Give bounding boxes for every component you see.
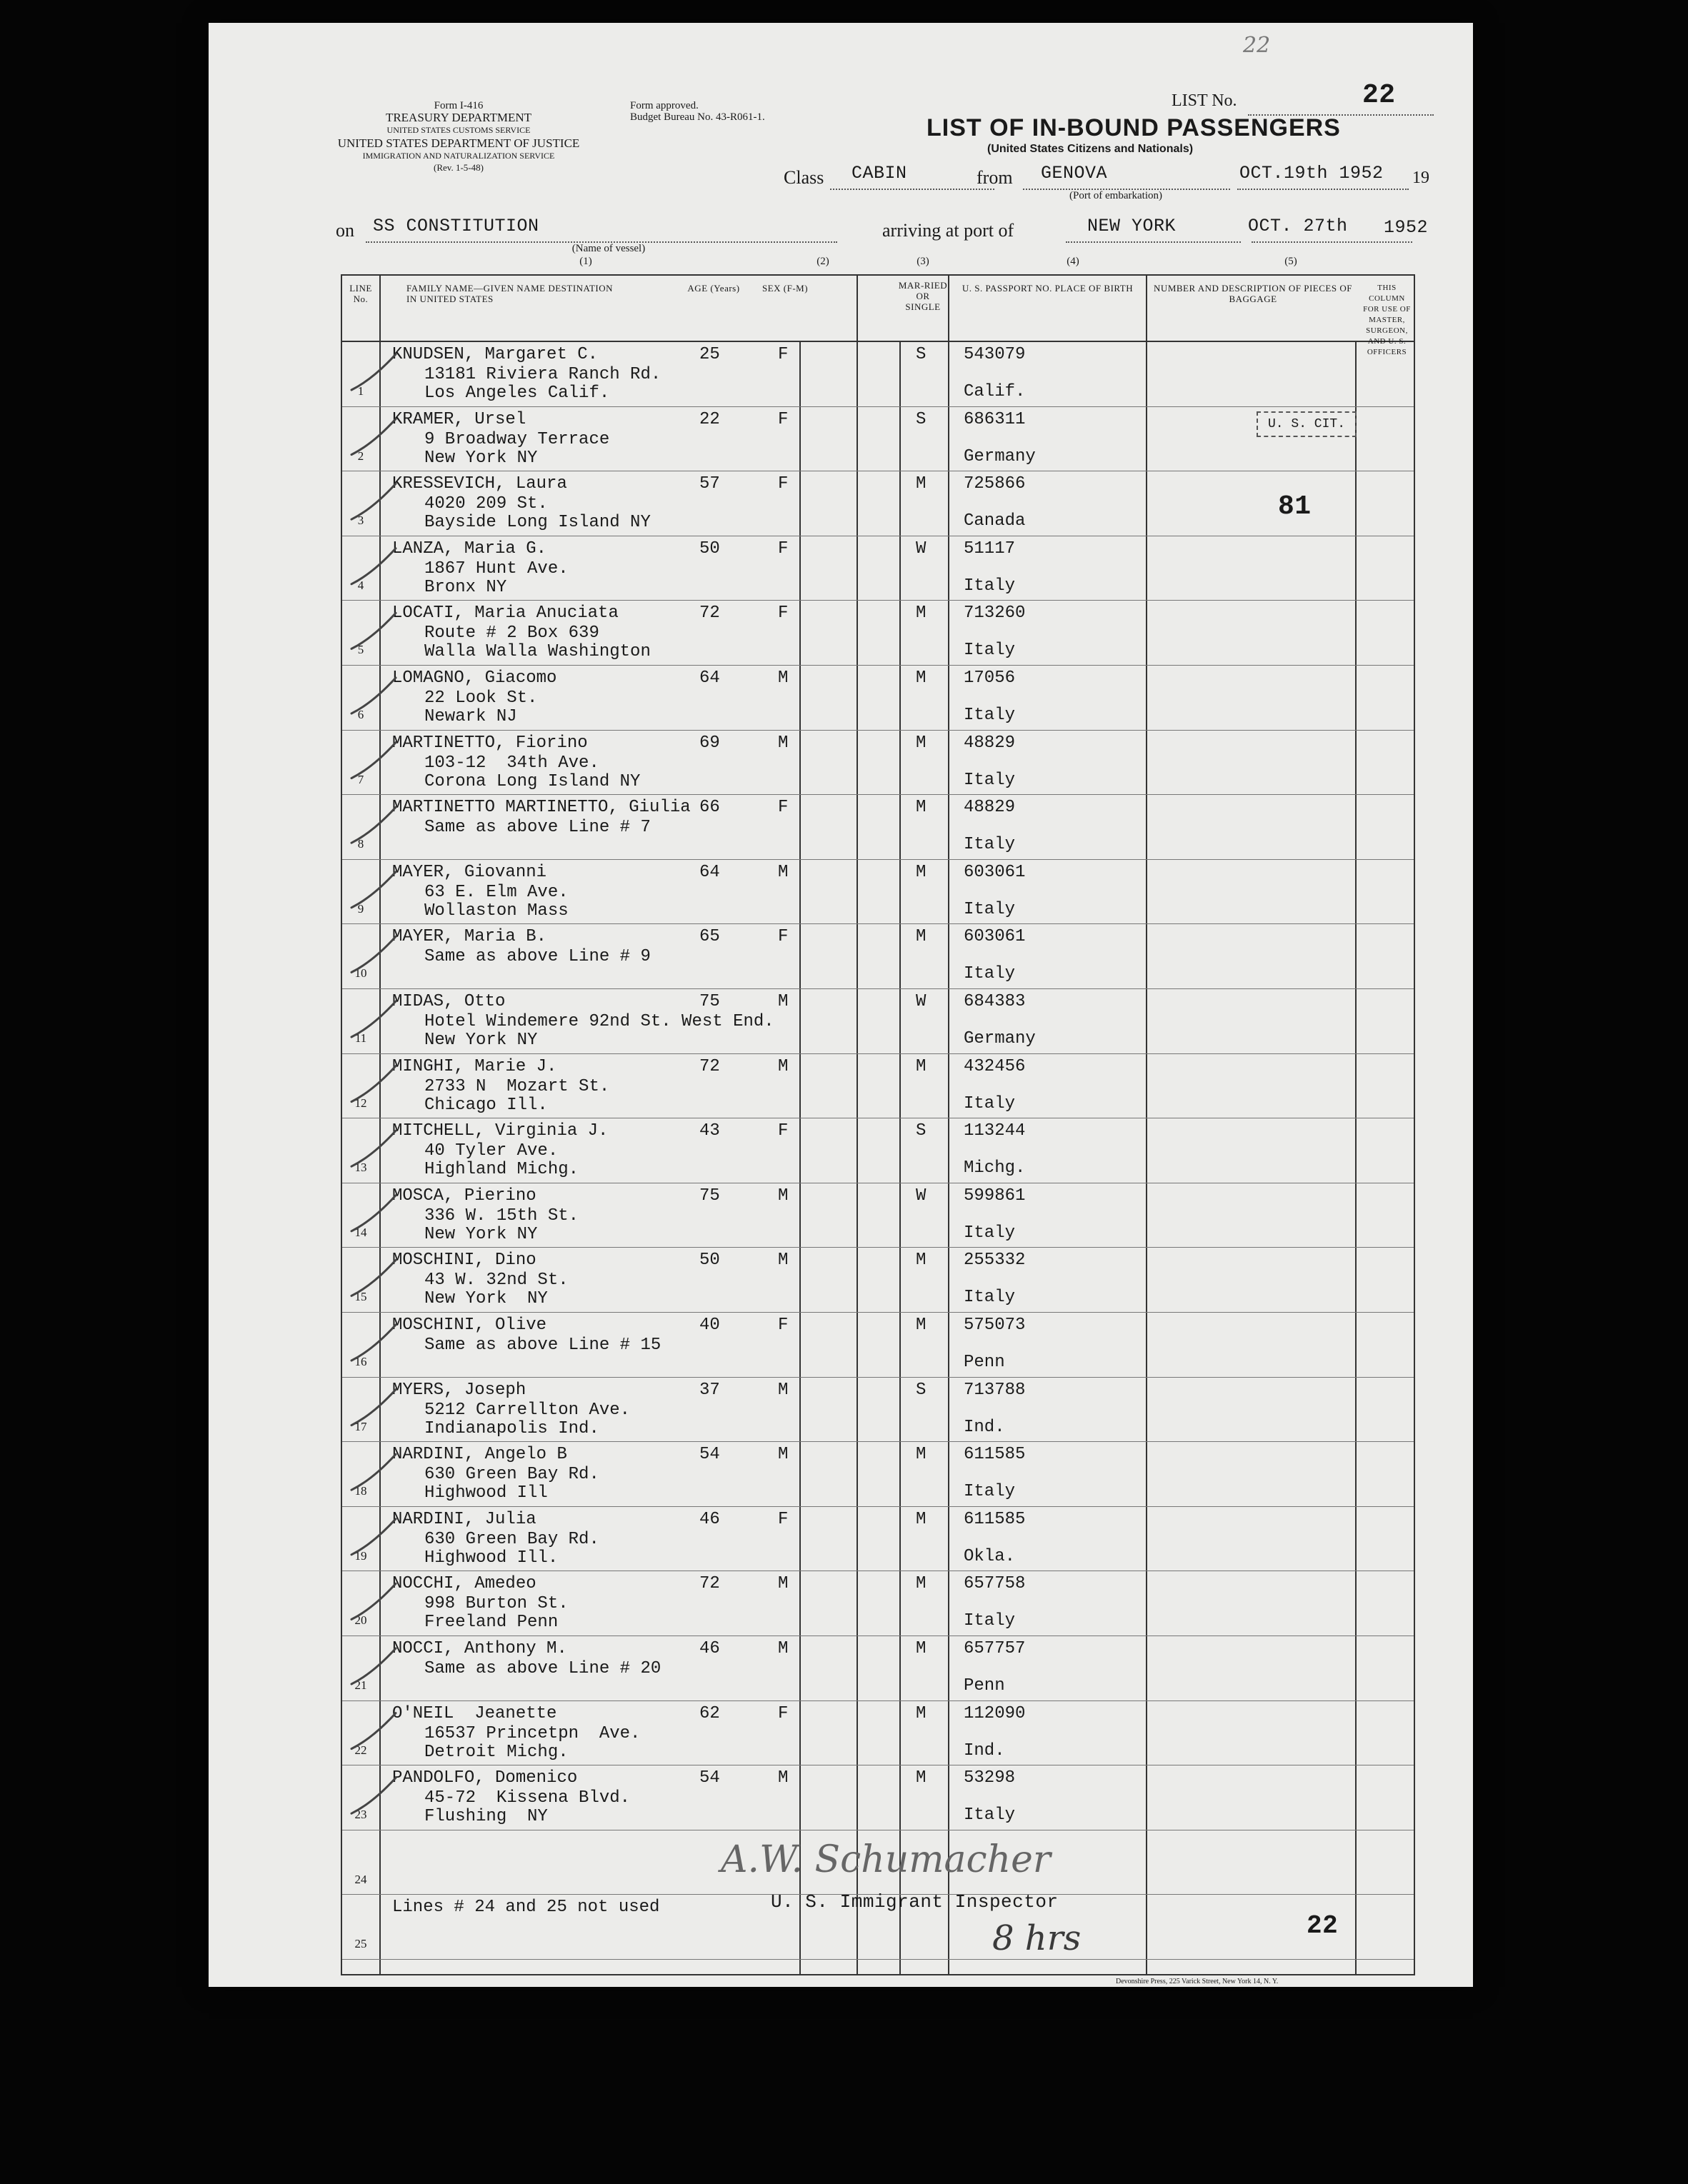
- address-line-2: New York NY: [424, 1031, 538, 1050]
- address-line-2: Newark NJ: [424, 707, 517, 726]
- place-of-birth: Italy: [964, 576, 1016, 596]
- count-annotation: 81: [1278, 491, 1312, 522]
- sex: M: [778, 1445, 789, 1465]
- age: 72: [699, 1056, 720, 1076]
- marital-status: M: [916, 862, 927, 882]
- line-number: 24: [354, 1872, 367, 1886]
- line-number: 6: [357, 708, 364, 721]
- passport-number: 684383: [964, 992, 1026, 1011]
- passenger-name: PANDOLFO, Domenico: [392, 1768, 578, 1788]
- age: 37: [699, 1380, 720, 1400]
- address-line-1: 1867 Hunt Ave.: [424, 558, 569, 578]
- header-name: FAMILY NAME—GIVEN NAME DESTINATION IN UNITED STATES: [406, 283, 614, 304]
- col-number-2: (2): [816, 256, 829, 267]
- address-line-1: 16537 Princetpn Ave.: [424, 1723, 641, 1743]
- marital-status: M: [916, 1056, 927, 1076]
- place-of-birth: Ind.: [964, 1417, 1005, 1437]
- from-value: GENOVA: [1041, 163, 1108, 184]
- passport-number: 657758: [964, 1574, 1026, 1594]
- passport-number: 255332: [964, 1251, 1026, 1271]
- from-label: from: [977, 167, 1013, 188]
- marital-status: M: [916, 927, 927, 947]
- check-mark: [351, 354, 396, 390]
- col-number-4: (4): [1067, 256, 1079, 267]
- marital-status: M: [916, 1639, 927, 1658]
- marital-status: M: [916, 733, 927, 753]
- customs-service: UNITED STATES CUSTOMS SERVICE: [386, 125, 531, 135]
- printer-credit: Devonshire Press, 225 Varick Street, New York 14, N. Y.: [1116, 1978, 1279, 1985]
- vessel-note: (Name of vessel): [571, 243, 646, 254]
- passport-number: 112090: [964, 1703, 1026, 1723]
- address-line-1: 5212 Carrellton Ave.: [424, 1400, 631, 1420]
- passport-number: 432456: [964, 1056, 1026, 1076]
- line-number: 14: [354, 1225, 367, 1239]
- passenger-name: KNUDSEN, Margaret C.: [392, 345, 599, 364]
- passport-number: 657757: [964, 1639, 1026, 1658]
- age: 50: [699, 1251, 720, 1271]
- inspector-signature: A.W. Schumacher: [721, 1838, 1051, 1881]
- check-mark: [351, 1648, 396, 1684]
- sex: F: [778, 539, 789, 558]
- marital-status: M: [916, 1316, 927, 1335]
- marital-status: S: [916, 345, 927, 364]
- age: 75: [699, 992, 720, 1011]
- address-line-1: 9 Broadway Terrace: [424, 429, 610, 449]
- line-number: 22: [354, 1743, 367, 1757]
- hours-note: 8 hrs: [992, 1918, 1082, 1958]
- marital-status: M: [916, 603, 927, 623]
- check-mark: [351, 548, 396, 584]
- place-of-birth: Italy: [964, 770, 1016, 790]
- address-line-1: 63 E. Elm Ave.: [424, 882, 569, 902]
- budget-bureau: Budget Bureau No. 43-R061-1.: [630, 111, 765, 123]
- sex: M: [778, 1056, 789, 1076]
- age: 46: [699, 1639, 720, 1658]
- marital-status: M: [916, 1251, 927, 1271]
- passenger-name: LANZA, Maria G.: [392, 539, 547, 558]
- address-line-2: Corona Long Island NY: [424, 771, 641, 791]
- address-line-2: Indianapolis Ind.: [424, 1418, 599, 1438]
- margin-checkmarks: [209, 23, 509, 1987]
- address-line-1: 630 Green Bay Rd.: [424, 1465, 599, 1485]
- sex: F: [778, 1703, 789, 1723]
- header-baggage: NUMBER AND DESCRIPTION OF PIECES OF BAGGAGE: [1154, 283, 1352, 304]
- on-label: on: [336, 220, 354, 241]
- address-line-2: Walla Walla Washington: [424, 642, 651, 662]
- address-line-1: 103-12 34th Ave.: [424, 753, 599, 773]
- arrival-date: OCT. 27th: [1248, 216, 1348, 236]
- address-line-2: New York NY: [424, 1289, 548, 1309]
- place-of-birth: Michg.: [964, 1158, 1026, 1178]
- check-mark: [351, 678, 396, 713]
- sex: M: [778, 1186, 789, 1206]
- line-number: 5: [357, 643, 364, 657]
- line-number: 2: [357, 449, 364, 463]
- sex: F: [778, 409, 789, 429]
- age: 40: [699, 1316, 720, 1335]
- age: 43: [699, 1121, 720, 1141]
- marital-status: S: [916, 409, 927, 429]
- line-number: 11: [354, 1031, 367, 1045]
- passenger-name: MOSCA, Pierino: [392, 1186, 536, 1206]
- passport-number: 603061: [964, 862, 1026, 882]
- address-line-1: 336 W. 15th St.: [424, 1206, 579, 1226]
- ins-service: IMMIGRATION AND NATURALIZATION SERVICE: [362, 151, 555, 161]
- sex: F: [778, 474, 789, 494]
- address-line-1: 998 Burton St.: [424, 1594, 569, 1614]
- marital-status: M: [916, 474, 927, 494]
- check-mark: [351, 1713, 396, 1749]
- sex: M: [778, 733, 789, 753]
- departure-suffix: 19: [1412, 169, 1429, 187]
- address-line-2: Flushing NY: [424, 1807, 548, 1827]
- marital-status: M: [916, 1703, 927, 1723]
- line-number: 10: [354, 966, 367, 981]
- check-mark: [351, 807, 396, 843]
- age: 64: [699, 862, 720, 882]
- marital-status: M: [916, 1509, 927, 1529]
- address-line-2: Highwood Ill: [424, 1483, 548, 1503]
- marital-status: S: [916, 1380, 927, 1400]
- check-mark: [351, 743, 396, 778]
- passenger-name: MARTINETTO MARTINETTO, Giulia: [392, 798, 691, 818]
- age: 54: [699, 1445, 720, 1465]
- age: 72: [699, 603, 720, 623]
- passenger-name: MINGHI, Marie J.: [392, 1056, 557, 1076]
- departure-date: OCT.19th 1952: [1239, 163, 1384, 184]
- sex: M: [778, 668, 789, 688]
- passenger-name: MAYER, Maria B.: [392, 927, 547, 947]
- place-of-birth: Ind.: [964, 1740, 1005, 1760]
- passenger-name: Lines # 24 and 25 not used: [392, 1898, 660, 1918]
- place-of-birth: Italy: [964, 1482, 1016, 1502]
- line-number: 12: [354, 1096, 367, 1110]
- passenger-name: LOMAGNO, Giacomo: [392, 668, 557, 688]
- header-line-no: LINE No.: [349, 283, 372, 304]
- passport-number: 725866: [964, 474, 1026, 494]
- passport-number: 611585: [964, 1445, 1026, 1465]
- check-mark: [351, 1325, 396, 1361]
- check-mark: [351, 1454, 396, 1490]
- place-of-birth: Penn: [964, 1676, 1005, 1695]
- passenger-name: MITCHELL, Virginia J.: [392, 1121, 609, 1141]
- col-number-5: (5): [1284, 256, 1297, 267]
- line-number: 19: [354, 1548, 367, 1563]
- passport-number: 575073: [964, 1316, 1026, 1335]
- place-of-birth: Italy: [964, 1223, 1016, 1243]
- col-number-3: (3): [917, 256, 929, 267]
- line-number: 21: [354, 1678, 367, 1692]
- age: 66: [699, 798, 720, 818]
- passenger-name: MIDAS, Otto: [392, 992, 506, 1011]
- place-of-birth: Italy: [964, 706, 1016, 725]
- line-number: 1: [357, 384, 364, 398]
- place-of-birth: Italy: [964, 1093, 1016, 1113]
- list-no-label: LIST No.: [1172, 91, 1237, 110]
- us-citizen-stamp: U. S. CIT.: [1257, 411, 1357, 437]
- address-line-1: 4020 209 St.: [424, 494, 548, 514]
- address-line-2: New York NY: [424, 448, 538, 468]
- address-line-1: 22 Look St.: [424, 688, 538, 708]
- place-of-birth: Italy: [964, 641, 1016, 661]
- top-handwritten-note: 22: [1243, 33, 1271, 58]
- check-mark: [351, 613, 396, 648]
- marital-status: W: [916, 992, 927, 1011]
- line-number: 18: [354, 1484, 367, 1498]
- age: 69: [699, 733, 720, 753]
- address-line-1: 45-72 Kissena Blvd.: [424, 1788, 631, 1808]
- passenger-name: KRESSEVICH, Laura: [392, 474, 567, 494]
- address-line-1: 40 Tyler Ave.: [424, 1141, 559, 1161]
- marital-status: M: [916, 1768, 927, 1788]
- place-of-birth: Okla.: [964, 1546, 1016, 1566]
- marital-status: S: [916, 1121, 927, 1141]
- form-approved: Form approved.: [630, 100, 699, 111]
- age: 57: [699, 474, 720, 494]
- check-mark: [351, 1583, 396, 1619]
- address-line-2: Highwood Ill.: [424, 1548, 559, 1568]
- age: 22: [699, 409, 720, 429]
- passenger-name: MARTINETTO, Fiorino: [392, 733, 588, 753]
- passenger-name: MYERS, Joseph: [392, 1380, 526, 1400]
- arriving-label: arriving at port of: [882, 220, 1014, 241]
- port-embark-note: (Port of embarkation): [1069, 190, 1162, 201]
- place-of-birth: Italy: [964, 899, 1016, 919]
- age: 64: [699, 668, 720, 688]
- passport-number: 48829: [964, 798, 1016, 818]
- sex: F: [778, 1121, 789, 1141]
- check-mark: [351, 1001, 396, 1037]
- address-line-1: Same as above Line # 9: [424, 947, 651, 967]
- passenger-name: NOCCI, Anthony M.: [392, 1639, 567, 1658]
- age: 46: [699, 1509, 720, 1529]
- passport-number: 53298: [964, 1768, 1016, 1788]
- class-label: Class: [784, 167, 824, 188]
- address-line-1: Same as above Line # 15: [424, 1336, 661, 1355]
- age: 62: [699, 1703, 720, 1723]
- place-of-birth: Germany: [964, 446, 1036, 466]
- line-number: 25: [354, 1937, 367, 1951]
- sex: M: [778, 1768, 789, 1788]
- check-mark: [351, 419, 396, 455]
- page-title: LIST OF IN-BOUND PASSENGERS: [927, 114, 1341, 141]
- age: 72: [699, 1574, 720, 1594]
- address-line-2: Bronx NY: [424, 577, 507, 597]
- passport-number: 713260: [964, 603, 1026, 623]
- form-number: Form I-416: [434, 100, 484, 111]
- sex: F: [778, 345, 789, 364]
- passport-number: 713788: [964, 1380, 1026, 1400]
- place-of-birth: Canada: [964, 511, 1026, 531]
- passport-number: 686311: [964, 409, 1026, 429]
- manifest-sheet: [209, 23, 1473, 1987]
- line-number: 3: [357, 514, 364, 528]
- age: 50: [699, 539, 720, 558]
- passport-number: 603061: [964, 927, 1026, 947]
- check-mark: [351, 1390, 396, 1426]
- sex: M: [778, 992, 789, 1011]
- sex: F: [778, 927, 789, 947]
- sex: M: [778, 862, 789, 882]
- sex: M: [778, 1574, 789, 1594]
- line-number: 7: [357, 772, 364, 786]
- class-value: CABIN: [852, 163, 907, 184]
- address-line-2: Detroit Michg.: [424, 1742, 569, 1762]
- line-number: 4: [357, 578, 364, 592]
- place-of-birth: Calif.: [964, 382, 1026, 401]
- justice-dept: UNITED STATES DEPARTMENT OF JUSTICE: [337, 136, 580, 150]
- col-number-1: (1): [579, 256, 592, 267]
- place-of-birth: Penn: [964, 1353, 1005, 1372]
- address-line-1: 13181 Riviera Ranch Rd.: [424, 365, 661, 384]
- address-line-2: Highland Michg.: [424, 1160, 579, 1180]
- check-mark: [351, 1519, 396, 1555]
- arrival-port: NEW YORK: [1087, 216, 1177, 236]
- check-mark: [351, 1196, 396, 1231]
- age: 25: [699, 345, 720, 364]
- age: 65: [699, 927, 720, 947]
- age: 54: [699, 1768, 720, 1788]
- address-line-1: 2733 N Mozart St.: [424, 1076, 610, 1096]
- address-line-2: Freeland Penn: [424, 1613, 559, 1633]
- inspector-title: U. S. Immigrant Inspector: [771, 1891, 1059, 1913]
- passenger-name: NARDINI, Julia: [392, 1509, 536, 1529]
- marital-status: M: [916, 1445, 927, 1465]
- sex: F: [778, 798, 789, 818]
- passenger-name: LOCATI, Maria Anuciata: [392, 603, 619, 623]
- line-number: 17: [354, 1419, 367, 1433]
- line-number: 20: [354, 1613, 367, 1628]
- address-line-2: Los Angeles Calif.: [424, 384, 610, 403]
- address-line-2: New York NY: [424, 1224, 538, 1244]
- footer-count: 22: [1307, 1911, 1339, 1940]
- list-no-value: 22: [1362, 80, 1396, 111]
- revision: (Rev. 1-5-48): [434, 162, 484, 173]
- vessel-name: SS CONSTITUTION: [373, 216, 539, 236]
- place-of-birth: Italy: [964, 1805, 1016, 1825]
- age: 75: [699, 1186, 720, 1206]
- line-number: 16: [354, 1355, 367, 1368]
- passenger-name: NARDINI, Angelo B: [392, 1445, 567, 1465]
- passport-number: 599861: [964, 1186, 1026, 1206]
- passport-number: 17056: [964, 668, 1016, 688]
- address-line-1: Hotel Windemere 92nd St. West End.: [424, 1012, 774, 1031]
- page-subtitle: (United States Citizens and Nationals): [987, 143, 1194, 155]
- passenger-name: MAYER, Giovanni: [392, 862, 547, 882]
- line-number: 8: [357, 837, 364, 851]
- passport-number: 543079: [964, 345, 1026, 364]
- check-mark: [351, 1778, 396, 1813]
- header-officers: THIS COLUMN FOR USE OF MASTER, SURGEON, AND U. S. OFFICERS: [1363, 284, 1411, 356]
- header-passport: U. S. PASSPORT NO. PLACE OF BIRTH: [962, 283, 1134, 294]
- arrival-year: 1952: [1384, 217, 1429, 238]
- address-line-2: Bayside Long Island NY: [424, 513, 651, 533]
- passenger-name: KRAMER, Ursel: [392, 409, 526, 429]
- check-mark: [351, 872, 396, 908]
- passport-number: 611585: [964, 1509, 1026, 1529]
- sex: M: [778, 1251, 789, 1271]
- line-number: 15: [354, 1290, 367, 1304]
- address-line-1: Route # 2 Box 639: [424, 623, 599, 643]
- sex: F: [778, 603, 789, 623]
- marital-status: M: [916, 668, 927, 688]
- marital-status: W: [916, 1186, 927, 1206]
- sex: F: [778, 1316, 789, 1335]
- line-number: 13: [354, 1161, 367, 1175]
- address-line-1: 630 Green Bay Rd.: [424, 1529, 599, 1549]
- passenger-name: O'NEIL Jeanette: [392, 1703, 557, 1723]
- sex: M: [778, 1639, 789, 1658]
- place-of-birth: Italy: [964, 964, 1016, 984]
- check-mark: [351, 484, 396, 519]
- passport-number: 51117: [964, 539, 1016, 558]
- address-line-2: Chicago Ill.: [424, 1095, 548, 1115]
- place-of-birth: Italy: [964, 1288, 1016, 1308]
- passenger-name: MOSCHINI, Dino: [392, 1251, 536, 1271]
- check-mark: [351, 1260, 396, 1296]
- address-line-1: Same as above Line # 7: [424, 818, 651, 838]
- passenger-name: MOSCHINI, Olive: [392, 1316, 547, 1335]
- place-of-birth: Germany: [964, 1029, 1036, 1048]
- address-line-2: Wollaston Mass: [424, 901, 569, 921]
- marital-status: M: [916, 1574, 927, 1594]
- header-married: MAR-RIED OR SINGLE: [898, 280, 948, 312]
- header-age: AGE (Years): [687, 283, 740, 294]
- marital-status: W: [916, 539, 927, 558]
- header-sex: SEX (F-M): [761, 283, 809, 294]
- address-line-1: Same as above Line # 20: [424, 1659, 661, 1678]
- sex: M: [778, 1380, 789, 1400]
- passport-number: 48829: [964, 733, 1016, 753]
- passenger-name: NOCCHI, Amedeo: [392, 1574, 536, 1594]
- line-number: 9: [357, 901, 364, 916]
- sex: F: [778, 1509, 789, 1529]
- place-of-birth: Italy: [964, 835, 1016, 855]
- line-number: 23: [354, 1808, 367, 1822]
- marital-status: M: [916, 798, 927, 818]
- passport-number: 113244: [964, 1121, 1026, 1141]
- place-of-birth: Italy: [964, 1611, 1016, 1631]
- check-mark: [351, 936, 396, 972]
- address-line-1: 43 W. 32nd St.: [424, 1271, 569, 1291]
- check-mark: [351, 1131, 396, 1166]
- treasury-dept: TREASURY DEPARTMENT: [385, 111, 532, 124]
- check-mark: [351, 1066, 396, 1102]
